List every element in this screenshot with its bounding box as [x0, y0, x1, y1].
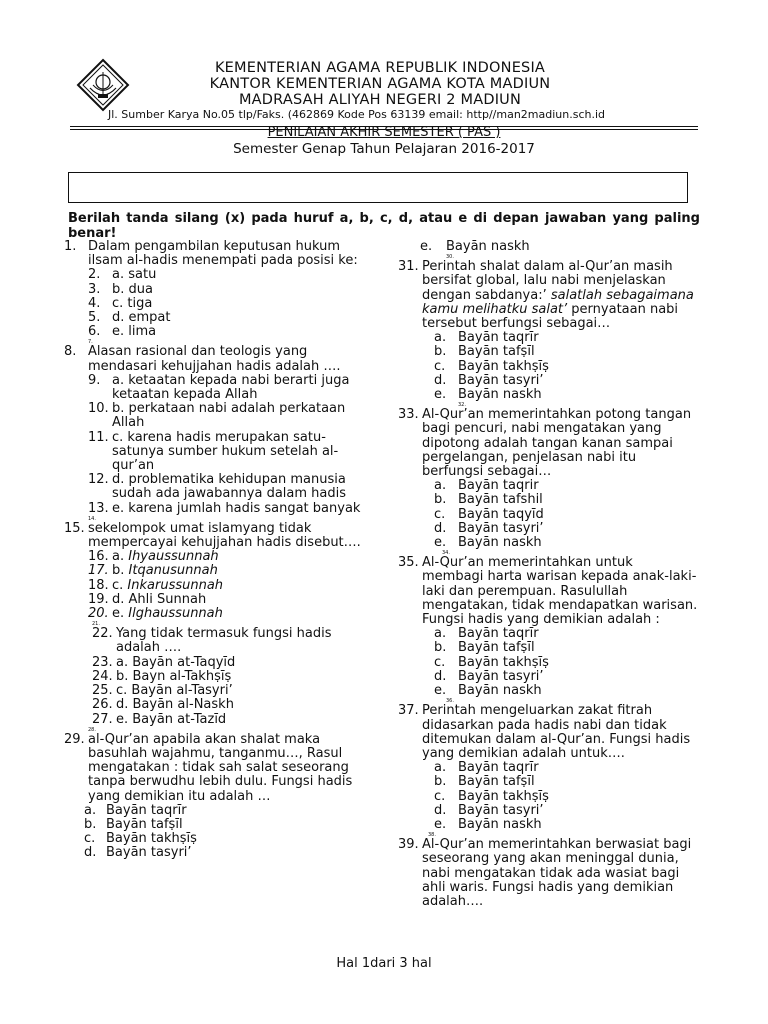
option[interactable]: d. Bayān tasyri’ — [84, 845, 192, 861]
option[interactable]: 13. e. karena jumlah hadis sangat banyak — [88, 500, 361, 516]
option[interactable]: b. Bayān tafṣīl — [434, 774, 535, 790]
option[interactable]: b. Bayān tafshil — [434, 492, 543, 508]
option[interactable]: 12. d. problematika kehidupan manusia sudah ada jawabannya dalam hadis — [88, 472, 347, 502]
ministry-line: KEMENTERIAN AGAMA REPUBLIK INDONESIA — [214, 60, 546, 76]
list-marker: 21. — [92, 621, 100, 628]
right-column — [398, 240, 698, 909]
question-35: 35. Al-Qur’an memerintahkan untuk membagi harta warisan kepada anak-laki-laki dan perempuan. Rasulullah mengatakan, tidak mendapatkan warisan. Fungsi hadis yang demikian adalah : — [398, 555, 698, 628]
page-number: Hal 1dari 3 hal — [336, 956, 432, 971]
option[interactable]: 16. a. Ihyaussunnah — [88, 549, 219, 565]
office-line: KANTOR KEMENTERIAN AGAMA KOTA MADIUN — [209, 76, 551, 92]
option[interactable]: 3. b. dua — [88, 281, 153, 297]
list-marker: 7. — [88, 339, 93, 346]
option[interactable]: 25. c. Bayān al-Tasyri’ — [92, 683, 233, 699]
option[interactable]: 26. d. Bayān al-Naskh — [92, 697, 234, 713]
list-marker: 32. — [458, 402, 466, 409]
school-address: Jl. Sumber Karya No.05 tlp/Faks. (462869 Kode Pos 63139 email: http//man2madiun.sch.id — [108, 108, 606, 121]
list-marker: 34. — [442, 550, 450, 557]
question-39: 39. Al-Qur’an memerintahkan berwasiat bagi seseorang yang akan meninggal dunia, nabi mengatakan tidak ada wasiat bagi ahli waris. Fungsi hadis yang demikian adalah…. — [398, 837, 692, 909]
option[interactable]: a. Bayān taqrīr — [84, 802, 187, 818]
option[interactable]: d. Bayān tasyri’ — [434, 802, 544, 818]
option[interactable]: c. Bayān takhṣīṣ — [434, 788, 549, 804]
question-31: 31. Perintah shalat dalam al-Qur’an masih bersifat global, lalu nabi menjelaskan dengan sabdanya:’ salatlah sebagaimana kamu melihatku salat’ pernyataan nabi tersebut berfungsi sebagai… — [398, 259, 694, 332]
list-marker: 30. — [446, 254, 454, 261]
option[interactable]: 24. b. Bayn al-Takhṣīṣ — [92, 668, 232, 684]
question-37: 37. Perintah mengeluarkan zakat fitrah didasarkan pada hadis nabi dan tidak ditemukan dalam al-Qur’an. Fungsi hadis yang demikian adalah untuk…. — [398, 703, 691, 761]
list-marker: 14. — [88, 515, 96, 522]
option[interactable]: 27. e. Bayān at-Tazīd — [92, 711, 227, 727]
instruction: Berilah tanda silang (x) pada huruf a, b, c, d, atau e di depan jawaban yang paling benar! — [68, 211, 700, 241]
question-33: 33. Al-Qur’an memerintahkan potong tangan bagi pencuri, nabi mengatakan yang dipotong adalah tangan kanan sampai pergelangan, penjelasan nabi itu berfungsi sebagai… — [398, 407, 692, 480]
option[interactable]: c. Bayān takhṣīṣ — [84, 831, 197, 847]
kemenag-emblem-icon — [76, 58, 130, 112]
option[interactable]: e. Bayān naskh — [434, 535, 542, 551]
option[interactable]: 4. c. tiga — [88, 295, 153, 311]
option[interactable]: 9. a. ketaatan kepada nabi berarti juga ketaatan kepada Allah — [88, 372, 350, 403]
question-8: 8. Alasan rasional dan teologis yang mendasari kehujjahan hadis adalah …. — [64, 344, 341, 374]
option[interactable]: e. Bayān naskh — [420, 239, 530, 254]
left-column — [64, 240, 364, 861]
option[interactable]: 2. a. satu — [88, 267, 157, 283]
question-1 — [64, 240, 364, 268]
school-line: MADRASAH ALIYAH NEGERI 2 MADIUN — [238, 92, 522, 108]
option[interactable]: 17. b. Itqanusunnah — [88, 563, 218, 579]
option[interactable]: c. Bayān takhṣīṣ — [434, 358, 549, 374]
question-text: Dalam pengambilan keputusan hukum ilsam al-hadis menempati pada posisi ke: — [88, 239, 358, 269]
question-22: 22. Yang tidak termasuk fungsi hadis adalah …. — [92, 626, 332, 656]
option[interactable]: d. Bayān tasyri’ — [434, 668, 544, 684]
option[interactable]: 11. c. karena hadis merupakan satu-satunya sumber hukum setelah al-qur’an — [88, 429, 339, 474]
option[interactable]: 20. e. Ilghaussunnah — [88, 606, 223, 622]
option[interactable]: a. Bayān taqrīr — [434, 626, 539, 642]
option[interactable]: a. Bayān taqrīr — [434, 760, 539, 776]
option[interactable]: e. Bayān naskh — [434, 683, 542, 699]
option[interactable]: b. Bayān tafṣīl — [84, 816, 183, 832]
option[interactable]: 5. d. empat — [88, 310, 171, 326]
option[interactable]: 10. b. perkataan nabi adalah perkataan Allah — [88, 401, 346, 431]
option[interactable]: b. Bayān tafṣīl — [434, 640, 535, 656]
option[interactable]: c. Bayān taqyīd — [434, 506, 544, 522]
option[interactable]: a. Bayān taqrīr — [434, 330, 539, 346]
option[interactable]: e. Bayān naskh — [434, 387, 542, 403]
option[interactable]: a. Bayān taqrir — [434, 478, 539, 494]
letterhead — [140, 60, 620, 108]
semester-line: Semester Genap Tahun Pelajaran 2016-2017 — [233, 141, 535, 157]
option[interactable]: b. Bayān tafṣīl — [434, 344, 535, 360]
question-15: 15. sekelompok umat islamyang tidak mempercayai kehujjahan hadis disebut…. — [64, 520, 361, 551]
student-identity-box — [68, 172, 688, 203]
question-29: 29. al-Qur’an apabila akan shalat maka basuhlah wajahmu, tanganmu…, Rasul mengatakan : tidak sah salat seseorang tanpa berwudhu lebih dulu. Fungsi hadis yang demikian itu adalah … — [64, 731, 353, 804]
option[interactable]: c. Bayān takhṣīṣ — [434, 654, 549, 670]
option[interactable]: 23. a. Bayān at-Taqyīd — [92, 654, 236, 670]
option[interactable]: 19. d. Ahli Sunnah — [88, 591, 207, 607]
option[interactable]: 18. c. Inkarussunnah — [88, 577, 224, 593]
exam-title: PENILAIAN AKHIR SEMESTER ( PAS ) — [267, 125, 501, 140]
list-marker: 36. — [446, 698, 454, 705]
question-number: 1. — [64, 239, 77, 254]
list-marker: 38. — [428, 832, 436, 839]
option[interactable]: 6. e. lima — [88, 324, 157, 340]
option[interactable]: e. Bayān naskh — [434, 816, 542, 832]
list-marker: 28. — [88, 726, 96, 733]
option[interactable]: d. Bayān tasyri’ — [434, 372, 544, 388]
option[interactable]: d. Bayān tasyri’ — [434, 520, 544, 536]
